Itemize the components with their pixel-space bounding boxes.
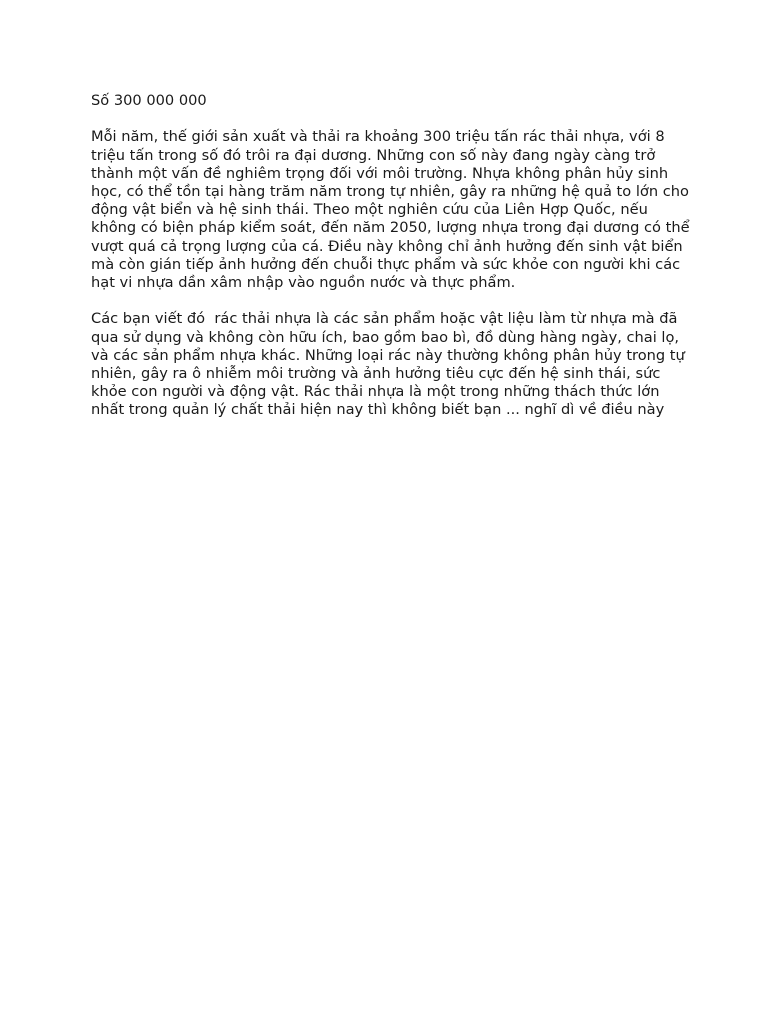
document-body [91, 92, 695, 438]
paragraph-plastic-waste-stats: Mỗi năm, thế giới sản xuất và thải ra khoảng 300 triệu tấn rác thải nhựa, với 8 triệu tấn trong số đó trôi ra đại dương. Những con số này đang ngày càng trở thành một vấn đề nghiêm trọng đối với môi trường. Nhựa không phân hủy sinh học, có thể tồn tại hàng trăm năm trong tự nhiên, gây ra những hệ quả to lớn cho động vật biển và hệ sinh thái. Theo một nghiên cứu của Liên Hợp Quốc, nếu không có biện pháp kiểm soát, đến năm 2050, lượng nhựa trong đại dương có thể vượt quá cả trọng lượng của cá. Điều này không chỉ ảnh hưởng đến sinh vật biển mà còn gián tiếp ảnh hưởng đến chuỗi thực phẩm và sức khỏe con người khi các hạt vi nhựa dần xâm nhập vào nguồn nước và thực phẩm. [91, 128, 695, 292]
document-heading: Số 300 000 000 [91, 92, 207, 109]
paragraph-plastic-waste-definition: Các bạn viết đó rác thải nhựa là các sản phẩm hoặc vật liệu làm từ nhựa mà đã qua sử dụng và không còn hữu ích, bao gồm bao bì, đồ dùng hàng ngày, chai lọ, và các sản phẩm nhựa khác. Những loại rác này thường không phân hủy trong tự nhiên, gây ra ô nhiễm môi trường và ảnh hưởng tiêu cực đến hệ sinh thái, sức khỏe con người và động vật. Rác thải nhựa là một trong những thách thức lớn nhất trong quản lý chất thải hiện nay thì không biết bạn ... nghĩ dì về điều này [91, 310, 690, 419]
